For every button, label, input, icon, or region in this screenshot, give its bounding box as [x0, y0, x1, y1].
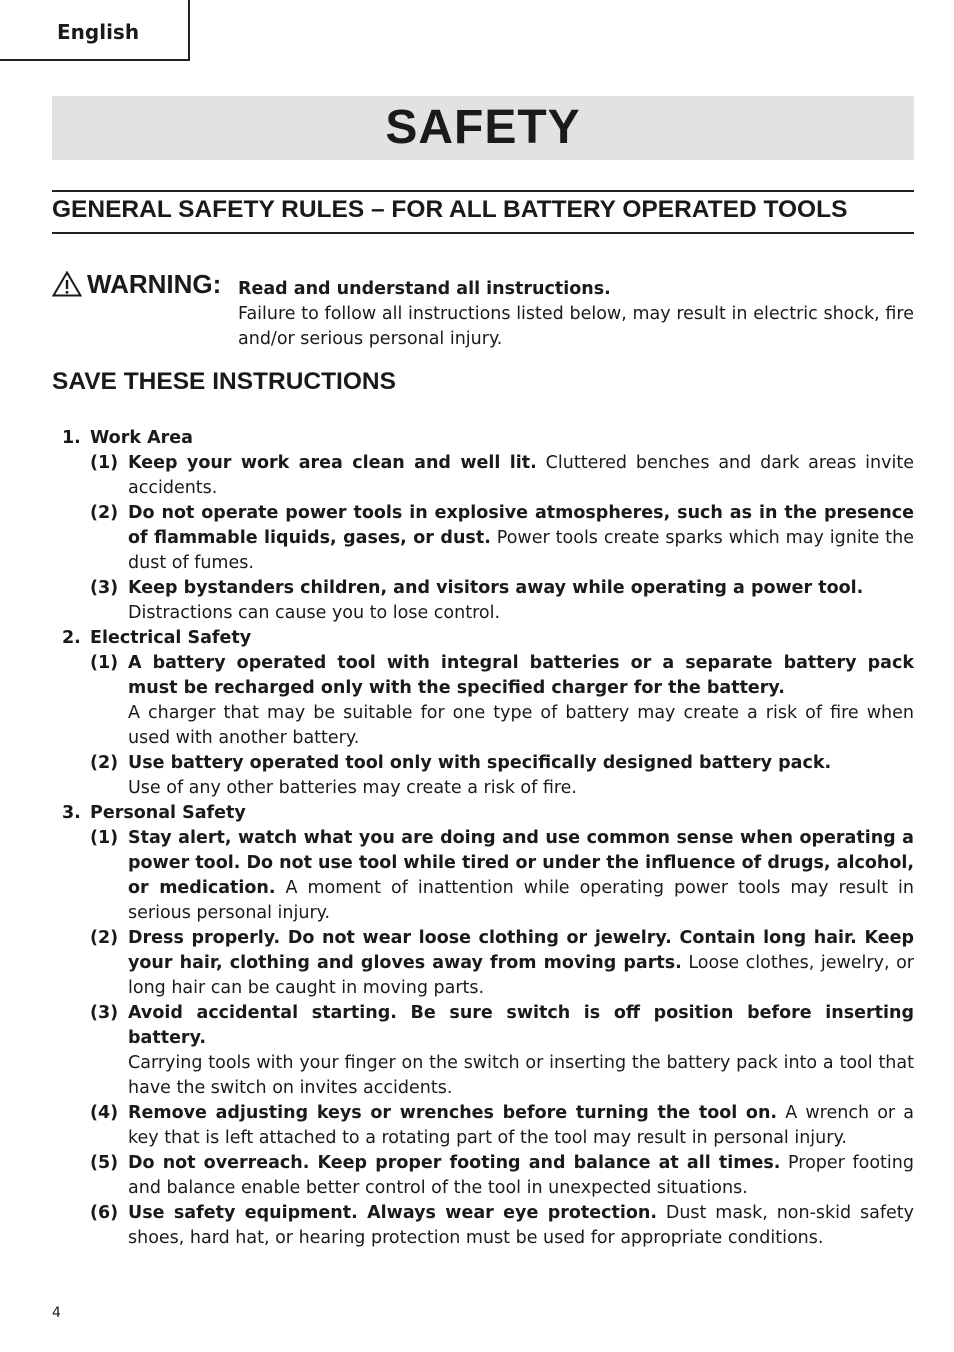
warning-label: WARNING: — [87, 269, 222, 299]
rule-item — [52, 1001, 914, 1101]
rule-item — [52, 1101, 914, 1151]
rule-body-text: Cluttered benches and dark areas invite accidents. — [128, 453, 914, 498]
rule-bold-text: Keep your work area clean and well lit. — [128, 453, 537, 473]
title-banner — [52, 96, 914, 160]
rule-body-text: A charger that may be suitable for one type of battery may create a risk of fire when used with another battery. — [128, 703, 914, 748]
rule-number: (1) — [90, 453, 119, 473]
rule-number: (3) — [90, 578, 119, 598]
rule-item — [52, 926, 914, 1001]
language-label: English — [57, 20, 140, 44]
rule-number: (5) — [90, 1153, 119, 1173]
rule-body-text: Carrying tools with your finger on the switch or inserting the battery pack into a tool that have the switch on invites accidents. — [128, 1053, 914, 1098]
rule-section — [52, 801, 914, 1251]
rule-section — [52, 426, 914, 626]
section-number: 3. — [62, 803, 81, 823]
rule-number: (1) — [90, 653, 119, 673]
safety-rules-list — [52, 426, 914, 1251]
subtitle-rule-top — [52, 190, 914, 192]
rule-body-text: A wrench or a key that is left attached to a rotating part of the tool may result in personal injury. — [128, 1103, 914, 1148]
rule-bold-text: Keep bystanders children, and visitors away while operating a power tool. — [128, 578, 864, 598]
rule-number: (2) — [90, 753, 119, 773]
rule-bold-text: Use battery operated tool only with specifically designed battery pack. — [128, 753, 832, 773]
rule-bold-text: Stay alert, watch what you are doing and use common sense when operating a power tool. Do not use tool while tired or under the influence of drugs, alcohol, or medication. — [128, 828, 914, 898]
page-title: SAFETY — [385, 101, 581, 154]
section-heading — [52, 626, 914, 651]
rule-section — [52, 626, 914, 801]
rule-body-text: Proper footing and balance enable better control of the tool in unexpected situations. — [128, 1153, 914, 1198]
rule-number: (6) — [90, 1203, 119, 1223]
rule-bold-text: Avoid accidental starting. Be sure switch is off position before inserting battery. — [128, 1003, 914, 1048]
rule-number: (3) — [90, 1003, 119, 1023]
subtitle-rule-bottom — [52, 232, 914, 234]
save-instructions-heading: SAVE THESE INSTRUCTIONS — [52, 368, 396, 395]
rule-number: (1) — [90, 828, 119, 848]
rule-item — [52, 576, 914, 626]
rule-item — [52, 1151, 914, 1201]
rule-body-text: Distractions can cause you to lose control. — [128, 603, 501, 623]
warning-triangle-icon — [52, 271, 82, 297]
rule-body-text: Use of any other batteries may create a risk of fire. — [128, 778, 577, 798]
rule-bold-text: Use safety equipment. Always wear eye protection. — [128, 1203, 657, 1223]
rule-bold-text: Dress properly. Do not wear loose clothing or jewelry. Contain long hair. Keep your hair, clothing and gloves away from moving parts. — [128, 928, 914, 973]
rule-bold-text: A battery operated tool with integral batteries or a separate battery pack must be recharged only with the specified charger for the battery. — [128, 653, 914, 698]
rule-item — [52, 1201, 914, 1251]
rule-item — [52, 451, 914, 501]
section-subtitle: GENERAL SAFETY RULES – FOR ALL BATTERY OPERATED TOOLS — [52, 196, 848, 223]
rule-number: (2) — [90, 503, 119, 523]
warning-body: Failure to follow all instructions listed below, may result in electric shock, fire and/or serious personal injury. — [238, 304, 914, 349]
section-number: 2. — [62, 628, 81, 648]
rule-body-text: Dust mask, non-skid safety shoes, hard hat, or hearing protection must be used for appropriate conditions. — [128, 1203, 914, 1248]
section-title: Personal Safety — [90, 803, 246, 823]
rule-item — [52, 751, 914, 801]
rule-number: (2) — [90, 928, 119, 948]
page-number: 4 — [52, 1305, 61, 1321]
section-heading — [52, 426, 914, 451]
language-tab — [0, 0, 190, 61]
rule-item — [52, 826, 914, 926]
warning-lead: Read and understand all instructions. — [238, 279, 611, 299]
rule-body-text: Loose clothes, jewelry, or long hair can be caught in moving parts. — [128, 953, 914, 998]
warning-text — [238, 277, 914, 352]
section-number: 1. — [62, 428, 81, 448]
rule-bold-text: Do not operate power tools in explosive atmospheres, such as in the presence of flammable liquids, gases, or dust. — [128, 503, 914, 548]
rule-body-text: Power tools create sparks which may ignite the dust of fumes. — [128, 528, 914, 573]
section-heading — [52, 801, 914, 826]
section-title: Work Area — [90, 428, 193, 448]
rule-item — [52, 501, 914, 576]
rule-item — [52, 651, 914, 751]
section-title: Electrical Safety — [90, 628, 252, 648]
rule-body-text: A moment of inattention while operating power tools may result in serious personal injury. — [128, 878, 914, 923]
rule-bold-text: Remove adjusting keys or wrenches before turning the tool on. — [128, 1103, 778, 1123]
rule-number: (4) — [90, 1103, 119, 1123]
rule-bold-text: Do not overreach. Keep proper footing and balance at all times. — [128, 1153, 781, 1173]
